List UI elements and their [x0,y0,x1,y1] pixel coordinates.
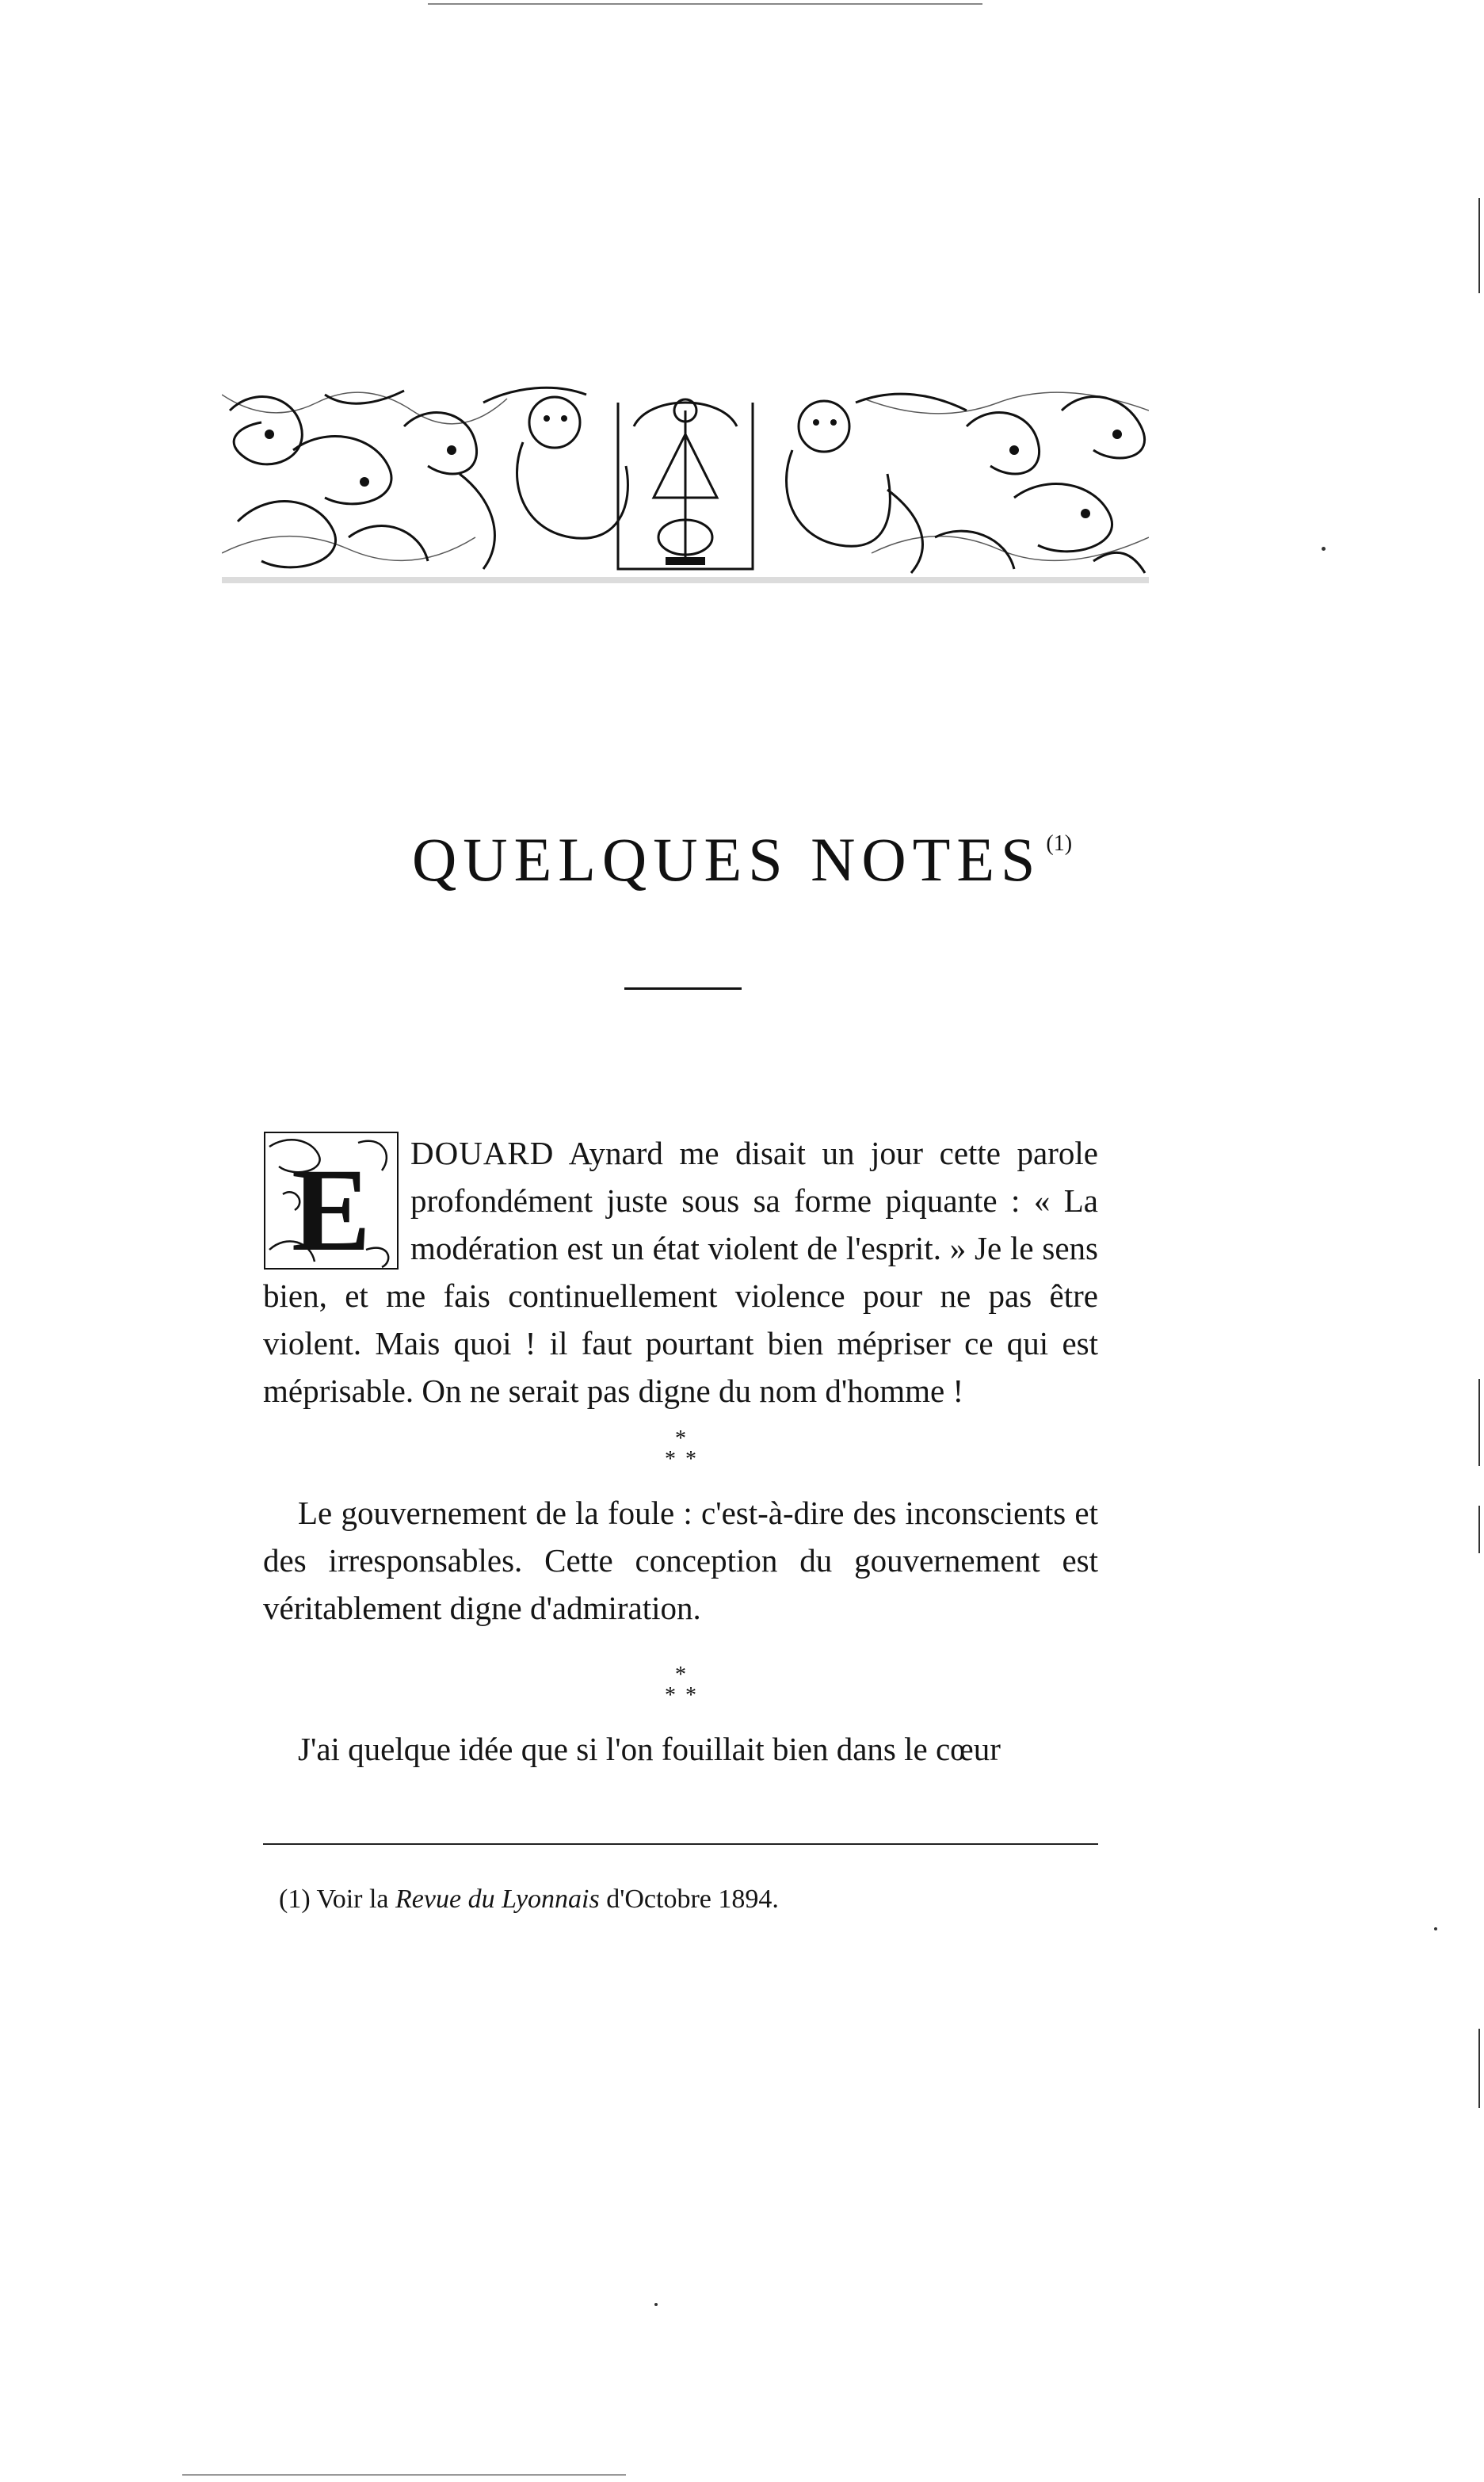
asterism-top: * [675,1663,686,1687]
asterism-bottom-right: * [685,1683,696,1708]
margin-mark [1478,198,1480,293]
asterism-bottom-left: * [665,1683,676,1708]
margin-mark [1478,1379,1480,1466]
margin-mark [1434,1927,1437,1930]
ornament-graphic [222,379,1149,583]
scan-edge-line-top [428,3,982,5]
margin-mark [654,2303,658,2306]
margin-mark [1322,547,1326,551]
paragraph-1-text: Aynard me disait un jour cette parole profondément juste sous sa forme piquante : « La modération est un état violent de l'esprit. » Je le sens bien, et me fais continuellement violence pour ne pas être violent. Mais quoi ! il faut pourtant bien mépriser ce qui est méprisable. On ne serait pas digne du nom d'homme ! [263,1135,1098,1409]
footnote-suffix: d'Octobre 1894. [599,1884,779,1914]
scan-edge-line-bottom [182,2474,626,2476]
paragraph-1-smallcaps: DOUARD [410,1135,555,1171]
footnote-prefix: Voir la [316,1884,396,1914]
chapter-title-text: QUELQUES NOTES [411,825,1042,894]
paragraph-1 [263,1129,1098,1415]
asterism-top: * [675,1426,686,1451]
paragraph-2: Le gouvernement de la foule : c'est-à-dire des inconscients et des irresponsables. Cette conception du gouvernement est véritablement digne d'admiration. [263,1495,1098,1626]
body-text [263,1129,1098,1773]
asterism-separator-2 [263,1665,1098,1706]
dropcap-letter: E [291,1144,372,1270]
title-footnote-marker: (1) [1046,831,1073,856]
footnote [279,1884,1071,1915]
margin-mark [1478,1506,1480,1553]
asterism-separator-1 [263,1426,1098,1472]
asterism-bottom-left: * [665,1447,676,1472]
dropcap-graphic [263,1131,399,1270]
footnote-journal-title: Revue du Lyonnais [395,1884,600,1914]
headpiece-ornament [222,379,1149,583]
dropcap-ornamental-letter [263,1131,399,1270]
chapter-title [0,824,1484,895]
footnote-marker: (1) [279,1884,311,1914]
paragraph-3: J'ai quelque idée que si l'on fouillait bien dans le cœur [298,1731,1001,1767]
asterism-bottom-right: * [685,1447,696,1472]
footnote-rule [263,1843,1098,1845]
margin-mark [1478,2029,1480,2108]
title-rule [624,987,742,990]
